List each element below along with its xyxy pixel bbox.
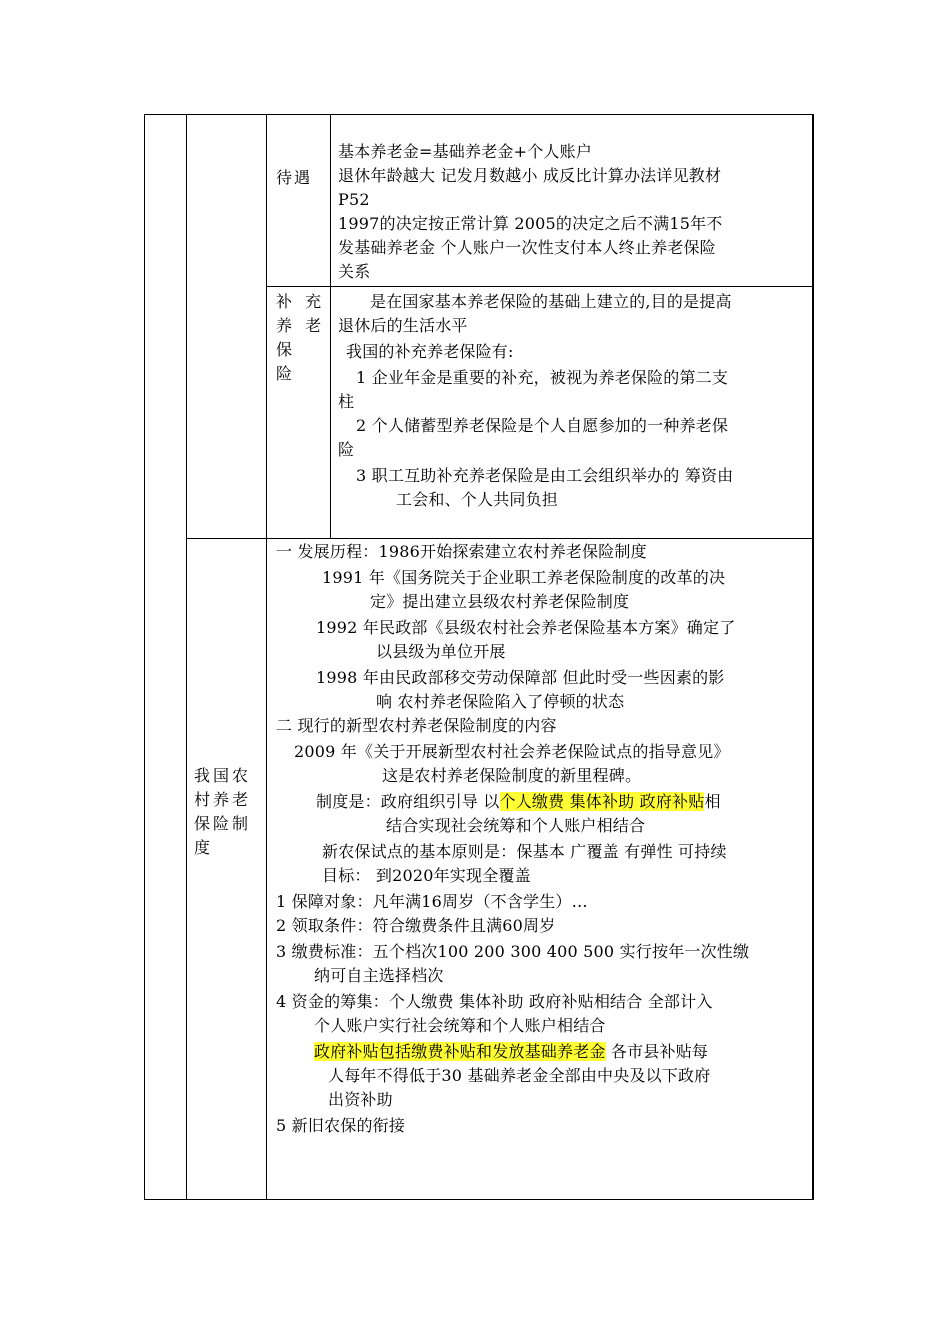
rural-line-7: 响 农村养老保险陷入了停顿的状态 [376,692,625,711]
rural-line-10: 这是农村养老保险制度的新里程碑。 [382,766,642,785]
daiyu-label: 待遇 [276,168,313,187]
buchong-line-4: 1 企业年金是重要的补充，被视为养老保险的第二支 [356,368,729,387]
rural-line-8: 二 现行的新型农村养老保险制度的内容 [276,716,557,735]
rural-line-12: 结合实现社会统筹和个人账户相结合 [386,816,646,835]
table-right-border [812,114,814,1200]
section2-label-3: 保险制 [194,814,252,833]
rural-line-11 [316,790,721,814]
daiyu-line-3: P52 [338,190,370,209]
rural-line-6: 1998 年由民政部移交劳动保障部 但此时受一些因素的影 [316,668,725,687]
daiyu-line-6: 关系 [338,262,371,281]
buchong-line-5: 柱 [338,392,355,411]
buchong-line-3: 我国的补充养老保险有: [346,342,514,361]
rural-line-5: 以县级为单位开展 [376,642,506,661]
rural-line-14: 目标： 到2020年实现全覆盖 [322,866,531,885]
row-divider-daiyu [266,286,813,287]
rural-line-23: 出资补助 [328,1090,393,1109]
rural-line-15: 1 保障对象：凡年满16周岁（不含学生）… [276,892,588,911]
daiyu-line-1: 基本养老金=基础养老金+个人账户 [338,142,593,161]
rural-line-11-pre: 制度是：政府组织引导 以 [316,792,500,811]
rural-line-11-post: 相 [704,792,721,811]
rural-line-4: 1992 年民政部《县级农村社会养老保险基本方案》确定了 [316,618,736,637]
section2-label-1: 我国农 [194,766,252,785]
rural-line-22: 人每年不得低于30 基础养老金全部由中央及以下政府 [328,1066,711,1085]
table-left-border [144,114,145,1200]
rural-line-3: 定》提出建立县级农村养老保险制度 [370,592,630,611]
rural-line-11-highlight: 个人缴费 集体补助 政府补贴 [499,792,705,811]
rural-line-20: 个人账户实行社会统筹和个人账户相结合 [314,1016,606,1035]
buchong-line-9: 工会和、个人共同负担 [396,490,559,509]
rural-line-1: 一 发展历程：1986开始探索建立农村养老保险制度 [276,542,647,561]
section2-label-2: 村养老 [194,790,252,809]
buchong-line-8: 3 职工互助补充养老保险是由工会组织举办的 筹资由 [356,466,734,485]
buchong-label-3: 保 [276,340,295,359]
rural-line-18: 纳可自主选择档次 [314,966,444,985]
rural-line-16: 2 领取条件：符合缴费条件且满60周岁 [276,916,556,935]
rural-line-19: 4 资金的筹集：个人缴费 集体补助 政府补贴相结合 全部计入 [276,992,713,1011]
daiyu-line-2: 退休年龄越大 记发月数越小 成反比计算办法详见教材 [338,166,722,185]
rural-line-21-post: 各市县补贴每 [605,1042,709,1061]
row-divider-section2 [186,538,813,539]
column-divider-3 [330,114,331,538]
column-divider-1 [186,114,187,1200]
section2-label-4: 度 [194,838,213,857]
rural-line-9: 2009 年《关于开展新型农村社会养老保险试点的指导意见》 [294,742,730,761]
table-bottom-border [144,1199,814,1200]
rural-line-21 [314,1040,708,1064]
buchong-line-6: 2 个人储蓄型养老保险是个人自愿参加的一种养老保 [356,416,729,435]
daiyu-line-5: 发基础养老金 个人账户一次性支付本人终止养老保险 [338,238,716,257]
buchong-line-2: 退休后的生活水平 [338,316,468,335]
rural-line-13: 新农保试点的基本原则是：保基本 广覆盖 有弹性 可持续 [322,842,727,861]
rural-line-21-highlight: 政府补贴包括缴费补贴和发放基础养老金 [314,1042,606,1061]
rural-line-2: 1991 年《国务院关于企业职工养老保险制度的改革的决 [322,568,726,587]
buchong-line-7: 险 [338,440,355,459]
rural-line-24: 5 新旧农保的衔接 [276,1116,406,1135]
rural-line-17: 3 缴费标准：五个档次100 200 300 400 500 实行按年一次性缴 [276,942,750,961]
buchong-label-4: 险 [276,364,295,383]
buchong-line-1: 是在国家基本养老保险的基础上建立的,目的是提高 [370,292,732,311]
table-top-border [144,114,814,115]
buchong-label-2: 养 老 [276,316,326,335]
daiyu-line-4: 1997的决定按正常计算 2005的决定之后不满15年不 [338,214,723,233]
buchong-label-1: 补 充 [276,292,326,311]
column-divider-2 [266,114,267,1200]
